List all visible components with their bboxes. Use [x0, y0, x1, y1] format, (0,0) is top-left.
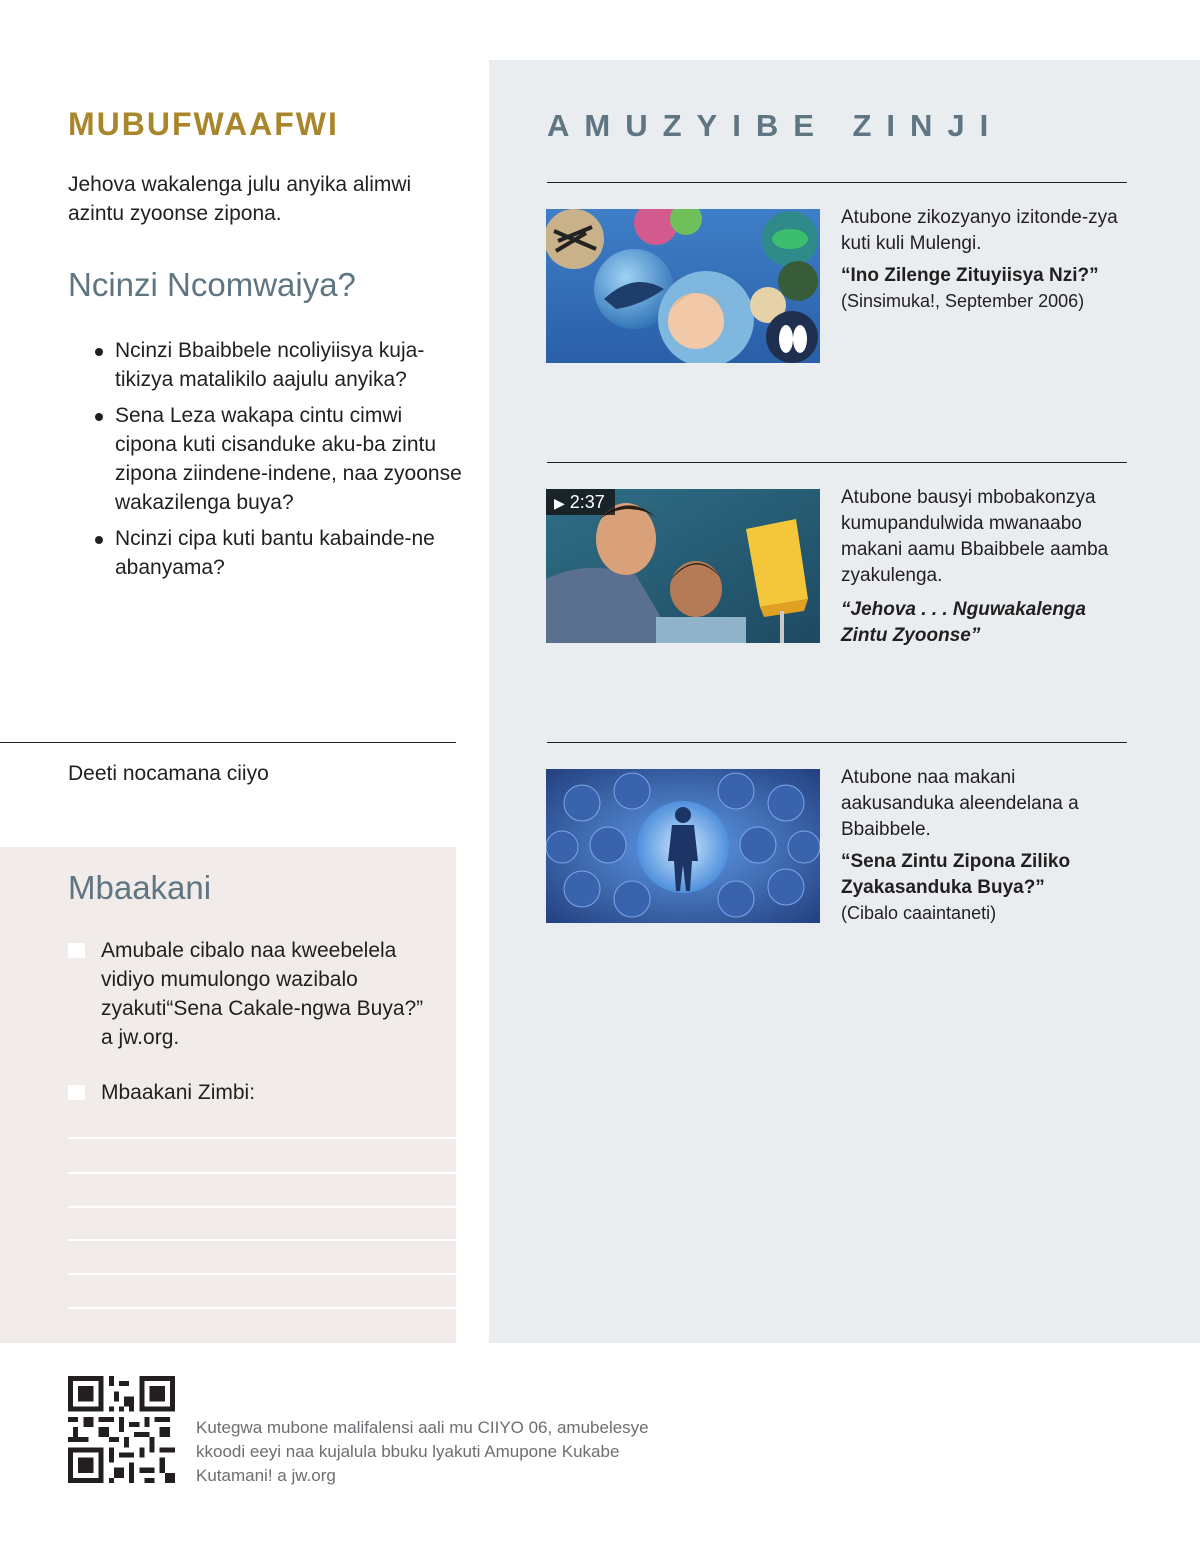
resource-title-link[interactable]: “Jehova . . . Nguwakalenga Zintu Zyoonse” — [841, 599, 1086, 646]
resource-description: Atubone naa makani aakusanduka aleendelana a Bbaibbele. — [841, 767, 1079, 840]
writing-line — [68, 1307, 456, 1309]
father-son-reading-image[interactable] — [546, 489, 820, 643]
question-item: Sena Leza wakapa cintu cimwi cipona kuti cisanduke aku-ba zintu zipona ziindene-indene, naa zyoonse wakazilenga buya? — [93, 401, 463, 517]
goal-checkbox[interactable] — [68, 1085, 85, 1100]
resource-title-link[interactable]: “Sena Zintu Zipona Ziliko Zyakasanduka Buya?” — [841, 851, 1071, 898]
resource-source: (Sinsimuka!, September 2006) — [841, 291, 1085, 311]
resource-title-link[interactable]: “Ino Zilenge Zituyiisya Nzi?” — [841, 265, 1099, 286]
divider — [0, 742, 456, 743]
goals-panel — [0, 847, 456, 1343]
goal-checkbox[interactable] — [68, 943, 85, 958]
goal-item — [68, 936, 438, 1052]
learn-more-heading: AMUZYIBE ZINJI — [547, 108, 1004, 143]
question-item: Ncinzi cipa kuti bantu kabainde-ne abanyama? — [93, 524, 463, 582]
video-duration: 2:37 — [569, 492, 605, 512]
creation-collage-image[interactable] — [546, 209, 820, 363]
resource-source: (Cibalo caaintaneti) — [841, 903, 997, 923]
divider — [547, 742, 1127, 743]
writing-line — [68, 1239, 456, 1241]
play-icon[interactable]: ▶ — [554, 495, 565, 511]
writing-line — [68, 1206, 456, 1208]
question-item: Ncinzi Bbaibbele ncoliyiisya kuja-tikizya matalikilo aajulu anyika? — [93, 336, 463, 394]
summary-text: Jehova wakalenga julu anyika alimwi azintu zyoonse zipona. — [68, 173, 412, 225]
qr-code-icon[interactable] — [68, 1376, 175, 1483]
writing-line — [68, 1273, 456, 1275]
questions-list — [93, 336, 463, 589]
divider — [547, 182, 1127, 183]
completion-date-label: Deeti nocamana ciiyo — [68, 762, 269, 785]
resource-description: Atubone bausyi mbobakonzya kumupandulwida mwanaabo makani aamu Bbaibbele aamba zyakulenga. — [841, 487, 1109, 586]
goal-text: Mbaakani Zimbi: — [101, 1081, 256, 1104]
writing-line — [68, 1172, 456, 1174]
video-duration-badge — [546, 489, 615, 515]
human-animals-image[interactable] — [546, 769, 820, 923]
goal-item — [68, 1078, 438, 1107]
resource-text — [841, 485, 1131, 649]
resource-text — [841, 205, 1131, 313]
goals-heading: Mbaakani — [68, 869, 212, 906]
footer-note: Kutegwa mubone malifalensi aali mu CIIYO 06, amubelesye kkoodi eeyi naa kujalula bbuku lyakuti Amupone Kukabe Kutamani! a jw.org — [196, 1418, 649, 1485]
divider — [547, 462, 1127, 463]
summary-heading: MUBUFWAAFWI — [68, 106, 339, 142]
resource-text — [841, 765, 1131, 925]
writing-line — [68, 1137, 456, 1139]
goal-text: Amubale cibalo naa kweebelela vidiyo mumulongo wazibalo zyakuti“Sena Cakale-ngwa Buya?” a jw.org. — [101, 939, 424, 1049]
questions-heading: Ncinzi Ncomwaiya? — [68, 266, 356, 303]
resource-description: Atubone zikozyanyo izitonde-zya kuti kuli Mulengi. — [841, 207, 1118, 254]
